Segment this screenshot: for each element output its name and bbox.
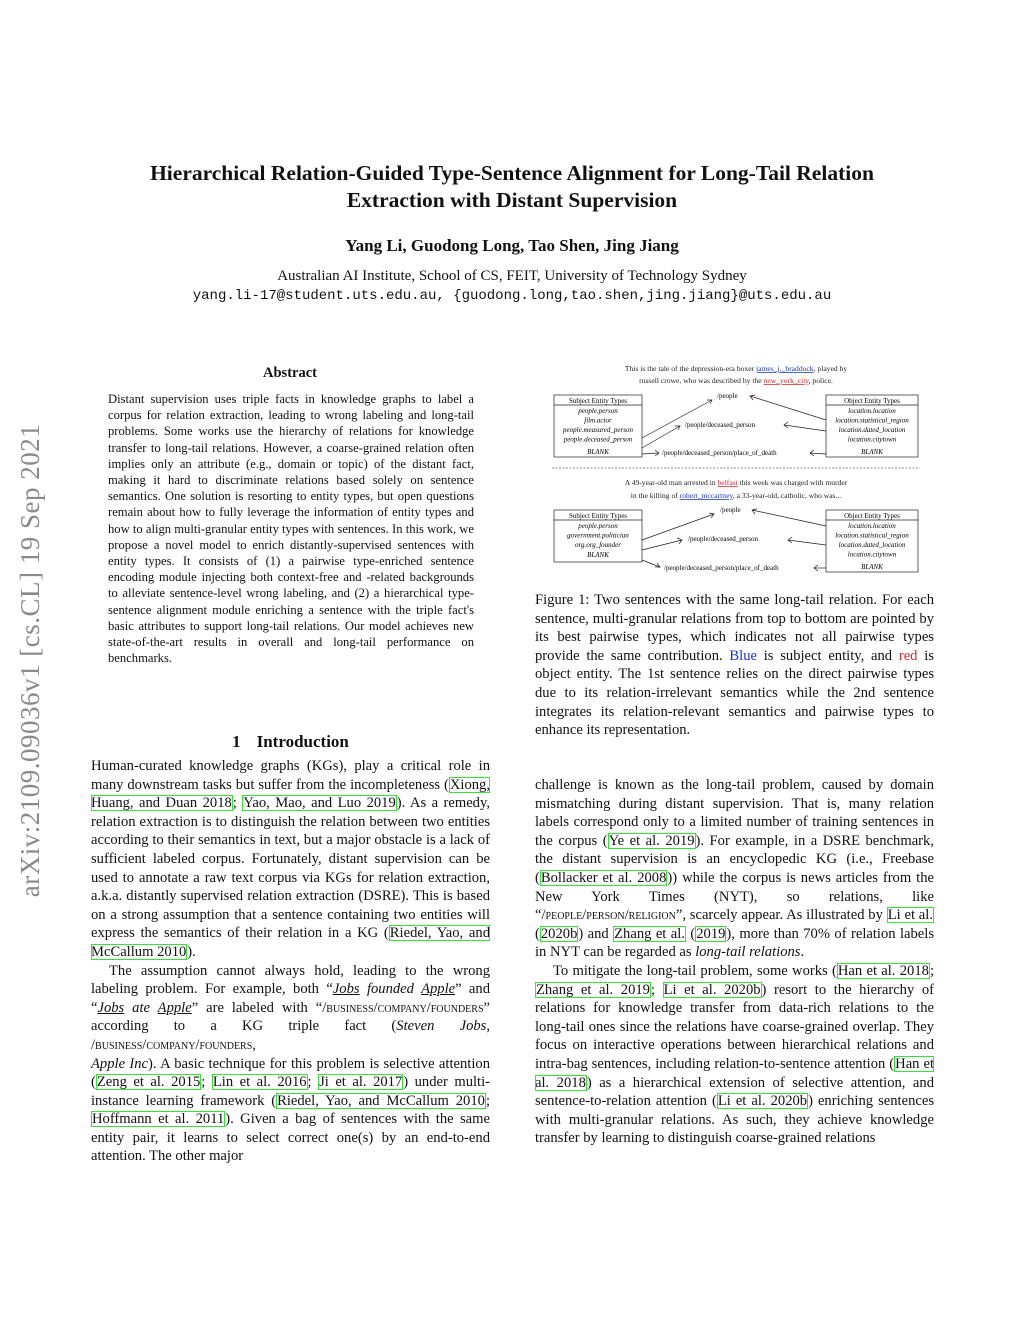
s2-subj-type-2: org.org_founder — [575, 541, 621, 549]
intro-paragraph-2: The assumption cannot always hold, leading to the wrong labeling problem. For example, both “Jobs founded Apple” and “Jobs ate Apple” are labeled with “/business/company/founders” according to a KG triple fact (Steven Jobs, /business/company/founders, Apple Inc). A basic technique for this problem is selective attention (Zeng et al. 2015; Lin et al. 2016; Ji et al. 2017) under multi-instance learning framework (Riedel, Yao, and McCallum 2010; Hoffmann et al. 2011). Given a bag of sentences with the same entity pair, it learns to select correct one(s) by an end-to-end attention. The other major — [91, 962, 491, 1165]
s2-subj-type-1: government.politician — [567, 531, 629, 540]
author-emails: yang.li-17@student.uts.edu.au, {guodong.long,tao.shen,jing.jiang}@uts.edu.au — [192, 288, 832, 304]
s2-obj-type-1: location.statistical_region — [835, 531, 909, 540]
citation-han-2[interactable]: Han et al. 2018 — [535, 1055, 934, 1091]
paper-title — [80, 160, 944, 214]
object-header-2: Object Entity Types — [844, 512, 900, 520]
sentence-1-line-1: This is the tale of the depression-era boxer james_j._braddock, played by — [624, 364, 848, 373]
sentence-2-line-2: in the killing of robert_mccartney, a 33-year-old, catholic, who was... — [630, 491, 842, 500]
citation-zhang-year[interactable]: 2019 — [696, 925, 726, 942]
abstract-heading: Abstract — [263, 365, 317, 381]
right-paragraph-1: challenge is known as the long-tail problem, caused by domain mismatching during distant supervision. That is, many relation labels correspond only to a limited number of training sentences in the corpus (Ye et al. 2019). For example, in a DSRE benchmark, the distant supervision is an encyclopedic KG (i.e., Freebase (Bollacker et al. 2008)) while the corpus is news articles from the New York Times (NYT), so relations, like “/people/person/religion”, scarcely appear. As illustrated by Li et al. (2020b) and Zhang et al. (2019), more than 70% of relation labels in NYT can be regarded as long-tail relations. — [535, 777, 935, 961]
citation-xiong[interactable]: Xiong, Huang, and Duan 2018 — [91, 776, 490, 812]
s1-obj-type-0: location.location — [848, 407, 896, 415]
object-types-box-2 — [826, 510, 918, 572]
s1-subj-type-0: people.person — [578, 407, 618, 415]
citation-zeng[interactable]: Zeng et al. 2015 — [96, 1074, 201, 1091]
figure-1 — [552, 360, 920, 582]
citation-li-3[interactable]: Li et al. 2020b — [717, 1093, 808, 1110]
subject-types-box-1 — [554, 395, 642, 457]
citation-yao[interactable]: Yao, Mao, and Luo 2019 — [243, 795, 396, 812]
title-line-1: Hierarchical Relation-Guided Type-Sentence Alignment for Long-Tail Relation — [150, 161, 874, 185]
figure-1-caption: Figure 1: Two sentences with the same long-tail relation. For each sentence, multi-granular relations from top to bottom are pointed by its best pairwise types, which indicates not all pairwise types provide the same contribution. Blue is subject entity, and red is object entity. The 1st sentence relies on the direct pairwise types due to its relation-irrelevant semantics while the 2nd sentence integrates its relation-relevant semantics and pairwise types to enhance its representation. — [535, 592, 934, 739]
s1-subj-type-3: people.deceased_person — [563, 435, 633, 444]
citation-ye[interactable]: Ye et al. 2019 — [608, 832, 695, 849]
s1-subj-type-4: BLANK — [587, 448, 609, 456]
s2-obj-type-4: BLANK — [861, 563, 883, 571]
section-title: Introduction — [256, 732, 349, 751]
citation-zhang-2[interactable]: Zhang et al. 2019 — [536, 981, 650, 998]
citation-li-2[interactable]: Li et al. 2020b — [663, 981, 761, 998]
subject-types-box-2 — [554, 510, 642, 562]
intro-left-column — [91, 757, 490, 1166]
citation-zhang[interactable]: Zhang et al. — [614, 925, 685, 942]
s1-obj-type-2: location.dated_location — [838, 426, 906, 434]
s1-subj-type-2: people.measured_person — [563, 426, 633, 434]
subject-header-1: Subject Entity Types — [568, 397, 628, 405]
relation-bottom-2: /people/deceased_person/place_of_death — [664, 564, 779, 572]
relation-bottom-1: /people/deceased_person/place_of_death — [662, 449, 777, 457]
relation-top-1: /people — [717, 392, 738, 400]
section-heading — [91, 732, 490, 752]
s2-obj-type-3: location.citytown — [847, 550, 897, 559]
title-line-2: Extraction with Distant Supervision — [346, 188, 678, 212]
arxiv-id-text: arXiv:2109.09036v1 [cs.CL] 19 Sep 2021 — [15, 423, 46, 897]
citation-li-year[interactable]: 2020b — [540, 925, 578, 942]
intro-right-column — [535, 776, 934, 1148]
citation-ji[interactable]: Ji et al. 2017 — [319, 1074, 403, 1091]
citation-riedel[interactable]: Riedel, Yao, and McCallum 2010 — [91, 925, 490, 960]
figure-1-diagram — [552, 360, 920, 582]
relation-top-2: /people — [720, 506, 741, 514]
object-types-box-1 — [826, 395, 918, 457]
relation-mid-1: /people/deceased_person — [685, 421, 755, 429]
s1-obj-type-3: location.citytown — [847, 435, 897, 444]
citation-lin[interactable]: Lin et al. 2016 — [212, 1074, 307, 1091]
sentence-1-line-2: russell crowe, who was described by the new_york_city, police. — [639, 376, 833, 385]
authors: Yang Li, Guodong Long, Tao Shen, Jing Jiang — [345, 236, 679, 255]
s2-subj-type-3: BLANK — [587, 551, 609, 559]
citation-li[interactable]: Li et al. — [887, 907, 933, 924]
abstract-text: Distant supervision uses triple facts in knowledge graphs to label a corpus for relation extraction, leading to wrong labeling and long-tail problems. Some works use the hierarchy of relations for knowledge transfer to long-tail relations. However, a coarse-grained relation often implies only an attribute (e.g., domain or topic) of the distant fact, making it hard to discriminate relations based solely on sentence semantics. One solution is resorting to entity types, but open questions remain about how to fully leverage the information of entity types and how to align multi-granular entity types with sentences. In this work, we propose a novel model to enrich distantly-supervised sentences with entity types. It consists of (1) a pairwise type-enriched sentence encoding module injecting both context-free and -related backgrounds to alleviate sentence-level wrong labeling, and (2) a hierarchical type-sentence alignment module enriching a sentence with the triple fact's basic attributes to support long-tail relations. Our model achieves new state-of-the-art results in overall and long-tail performance on benchmarks. — [108, 392, 474, 666]
citation-bollacker[interactable]: Bollacker et al. 2008 — [540, 869, 667, 886]
section-number: 1 — [232, 732, 241, 751]
right-paragraph-2: To mitigate the long-tail problem, some works (Han et al. 2018; Zhang et al. 2019; Li et al. 2020b) resort to the hierarchy of relations for knowledge transfer from data-rich relations to the long-tail ones since the relations have coarse-grained overlap. They focus on interactive operations between hierarchical relations and intra-bag sentences, including relation-to-sentence attention (Han et al. 2018) as a hierarchical extension of selective attention, and sentence-to-relation attention (Li et al. 2020b) enriching sentences with multi-granular relations. As such, they achieve knowledge transfer by learning to distinguish coarse-grained relations — [535, 962, 935, 1147]
sentence-2-line-1: A 49-year-old man arrested in belfast this week was charged with murder — [624, 478, 848, 487]
s1-obj-type-4: BLANK — [861, 448, 883, 456]
s2-subj-type-0: people.person — [578, 522, 618, 530]
s1-subj-type-1: film.actor — [584, 416, 612, 425]
citation-riedel-2[interactable]: Riedel, Yao, and McCallum 2010 — [277, 1092, 485, 1109]
object-header-1: Object Entity Types — [844, 397, 900, 405]
arxiv-identifier — [0, 365, 62, 955]
affiliation: Australian AI Institute, School of CS, FEIT, University of Technology Sydney — [277, 268, 747, 284]
s2-obj-type-0: location.location — [848, 522, 896, 530]
s2-obj-type-2: location.dated_location — [838, 541, 906, 549]
relation-mid-2: /people/deceased_person — [688, 535, 758, 543]
citation-hoffmann[interactable]: Hoffmann et al. 2011 — [92, 1111, 225, 1128]
intro-paragraph-1: Human-curated knowledge graphs (KGs), play a critical role in many downstream tasks but suffer from the incompleteness (Xiong, Huang, and Duan 2018; Yao, Mao, and Luo 2019). As a remedy, relation extraction is to distinguish the relation between two entities according to their semantics in text, but a major obstacle is a lack of sufficient labeled corpus. Fortunately, distant supervision can be used to annotate a raw text corpus via KGs for relation extraction, a.k.a. distantly supervised relation extraction (DSRE). This is based on a strong assumption that a sentence containing two entities will express the semantics of their relation in a KG (Riedel, Yao, and McCallum 2010). — [91, 758, 490, 960]
citation-han[interactable]: Han et al. 2018 — [837, 962, 929, 979]
s1-obj-type-1: location.statistical_region — [835, 416, 909, 425]
subject-header-2: Subject Entity Types — [568, 512, 628, 520]
